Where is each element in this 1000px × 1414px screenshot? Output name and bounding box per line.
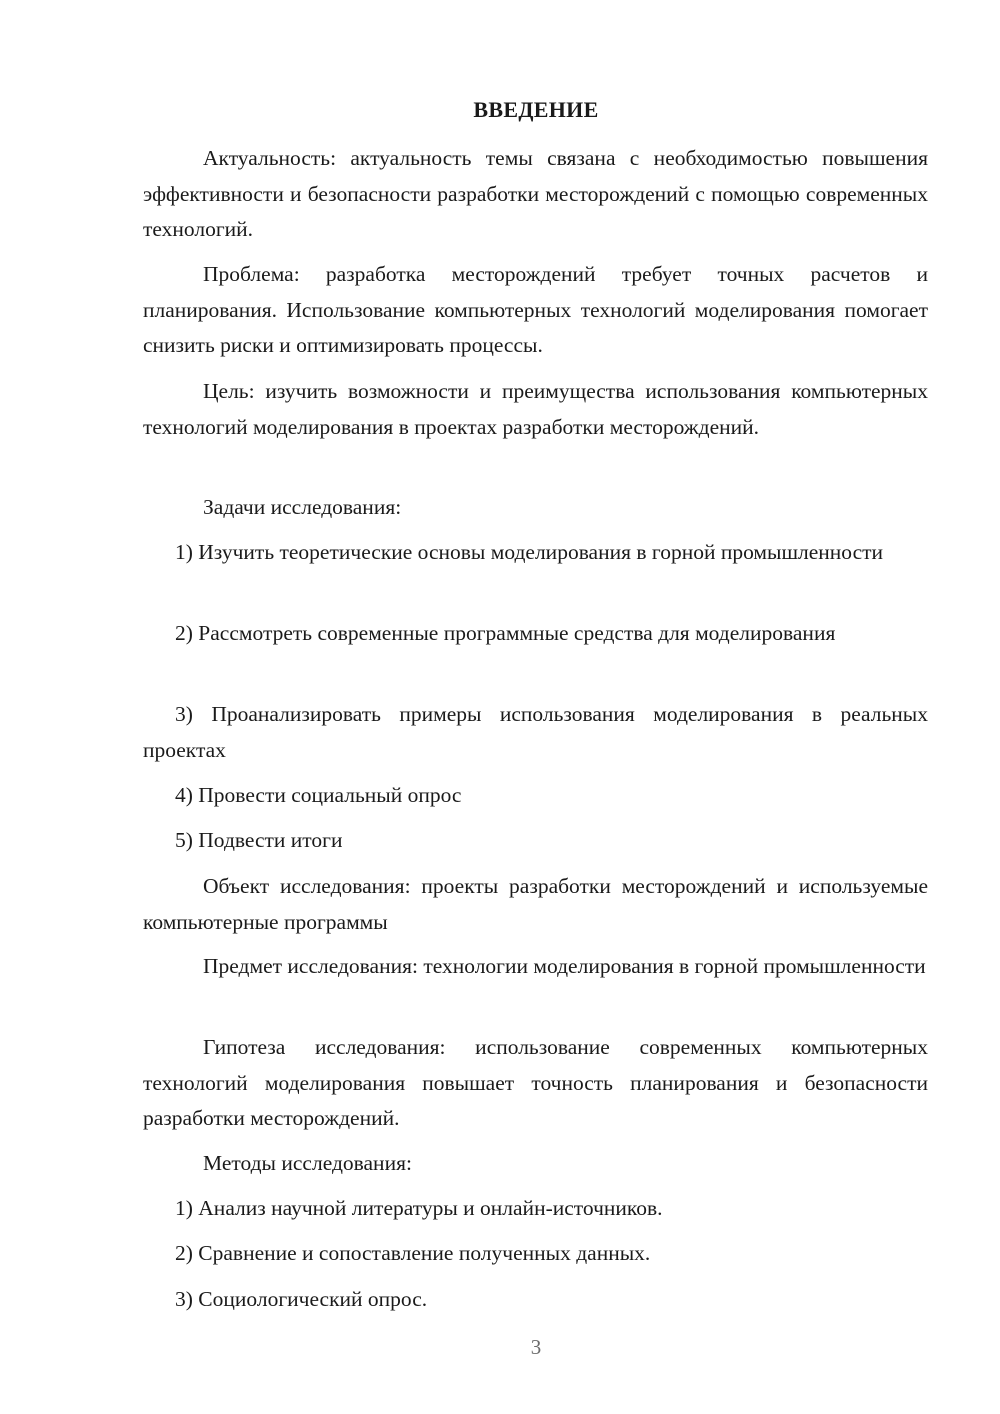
task-item-5: 5) Подвести итоги	[175, 828, 343, 852]
task-item-2: 2) Рассмотреть современные программные средства для моделирования	[175, 621, 836, 645]
paragraph-problem: Проблема: разработка месторождений требует точных расчетов и планирования. Использование компьютерных технологий моделирования помогает снизить риски и оптимизировать процессы.	[143, 262, 928, 357]
task-item-3: 3) Проанализировать примеры использования моделирования в реальных проектах	[143, 702, 928, 762]
task-item-1: 1) Изучить теоретические основы моделирования в горной промышленности	[175, 540, 884, 564]
paragraph-object: Объект исследования: проекты разработки месторождений и используемые компьютерные программы	[143, 874, 928, 934]
paragraph-goal: Цель: изучить возможности и преимущества использования компьютерных технологий моделирования в проектах разработки месторождений.	[143, 379, 928, 439]
method-item-2: 2) Сравнение и сопоставление полученных данных.	[175, 1241, 651, 1265]
paragraph-relevance: Актуальность: актуальность темы связана с необходимостью повышения эффективности и безопасности разработки месторождений с помощью современных технологий.	[143, 146, 928, 241]
task-item-4: 4) Провести социальный опрос	[175, 783, 462, 807]
paragraph-subject: Предмет исследования: технологии моделирования в горной промышленности	[203, 954, 926, 978]
method-item-1: 1) Анализ научной литературы и онлайн-источников.	[175, 1196, 663, 1220]
page-number: 3	[530, 1335, 542, 1359]
method-item-3: 3) Социологический опрос.	[175, 1287, 428, 1311]
paragraph-hypothesis: Гипотеза исследования: использование современных компьютерных технологий моделирования повышает точность планирования и безопасности разработки месторождений.	[143, 1035, 928, 1130]
methods-heading: Методы исследования:	[203, 1151, 412, 1175]
tasks-heading: Задачи исследования:	[203, 495, 402, 519]
page-title: ВВЕДЕНИЕ	[473, 97, 599, 122]
